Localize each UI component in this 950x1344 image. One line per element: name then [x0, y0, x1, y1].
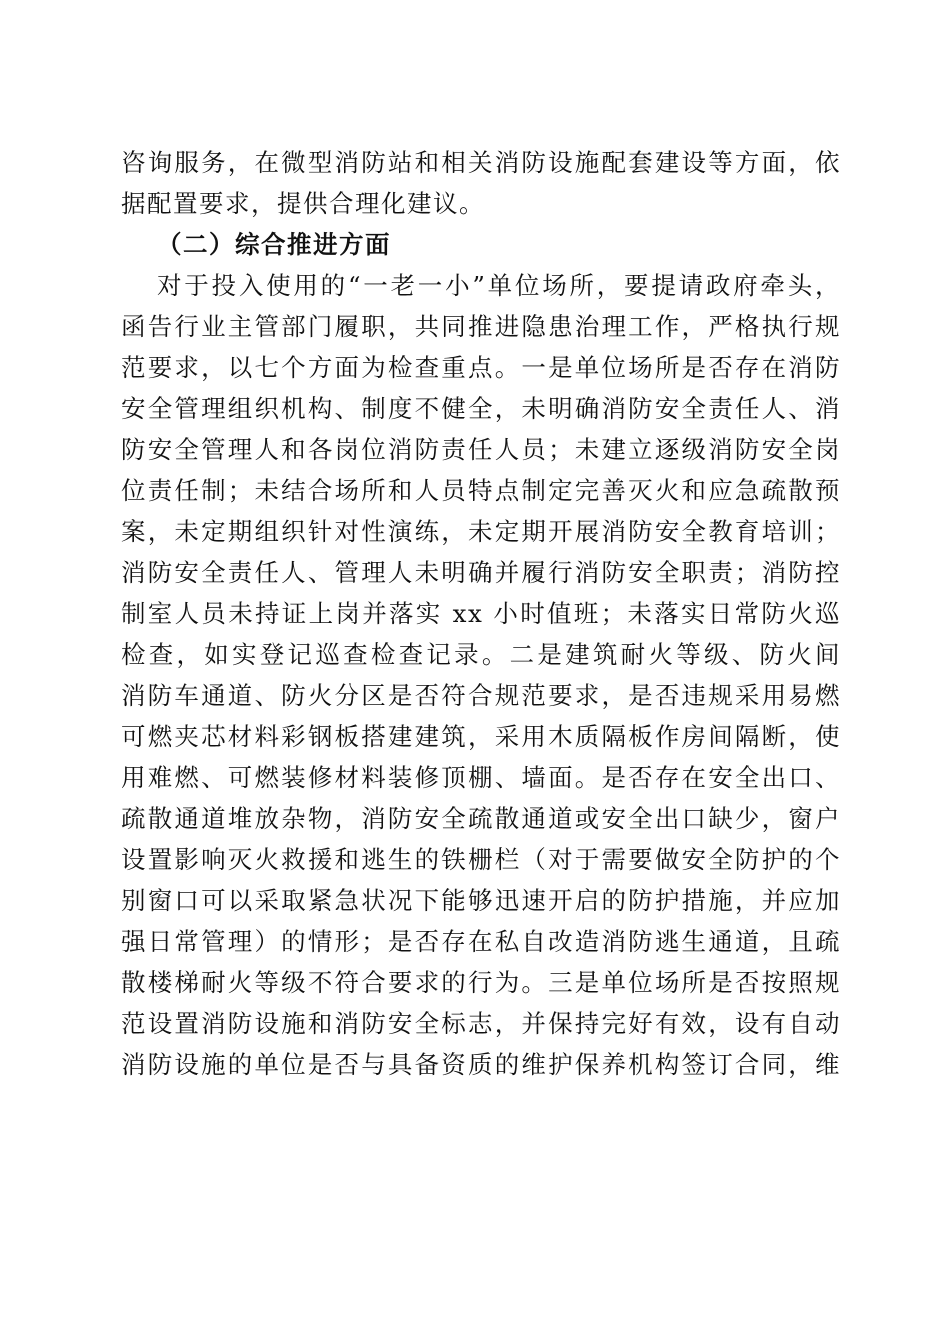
- text-line: 据配置要求，提供合理化建议。: [121, 189, 485, 218]
- text-line: 制室人员未持证上岗并落实 xx 小时值班；未落实日常防火巡: [121, 599, 841, 628]
- text-line: 案，未定期组织针对性演练，未定期开展消防安全教育培训；: [121, 517, 841, 546]
- text-line: 可燃夹芯材料彩钢板搭建建筑，采用木质隔板作房间隔断，使: [121, 722, 841, 751]
- text-line: 位责任制；未结合场所和人员特点制定完善灭火和应急疏散预: [121, 476, 841, 505]
- text-line: 设置影响灭火救援和逃生的铁栅栏（对于需要做安全防护的个: [121, 845, 841, 874]
- text-line: 函告行业主管部门履职，共同推进隐患治理工作，严格执行规: [121, 312, 841, 341]
- text-line: 疏散通道堆放杂物，消防安全疏散通道或安全出口缺少，窗户: [121, 804, 841, 833]
- section-heading: （二）综合推进方面: [157, 230, 391, 259]
- text-line: 用难燃、可燃装修材料装修顶棚、墙面。是否存在安全出口、: [121, 763, 841, 792]
- text-line: 检查，如实登记巡查检查记录。二是建筑耐火等级、防火间: [121, 640, 841, 669]
- text-line: 消防安全责任人、管理人未明确并履行消防安全职责；消防控: [121, 558, 841, 587]
- text-line: 对于投入使用的“一老一小”单位场所，要提请政府牵头，: [157, 271, 841, 300]
- text-line: 防安全管理人和各岗位消防责任人员；未建立逐级消防安全岗: [121, 435, 841, 464]
- text-line: 散楼梯耐火等级不符合要求的行为。三是单位场所是否按照规: [121, 968, 841, 997]
- text-line: 消防设施的单位是否与具备资质的维护保养机构签订合同，维: [121, 1050, 841, 1079]
- text-line: 消防车通道、防火分区是否符合规范要求，是否违规采用易燃: [121, 681, 841, 710]
- body-text: [121, 142, 841, 1085]
- text-line: 范要求，以七个方面为检查重点。一是单位场所是否存在消防: [121, 353, 841, 382]
- text-line: 别窗口可以采取紧急状况下能够迅速开启的防护措施，并应加: [121, 886, 841, 915]
- text-line: 强日常管理）的情形；是否存在私自改造消防逃生通道，且疏: [121, 927, 841, 956]
- text-line: 范设置消防设施和消防安全标志，并保持完好有效，设有自动: [121, 1009, 841, 1038]
- text-line: 安全管理组织机构、制度不健全，未明确消防安全责任人、消: [121, 394, 841, 423]
- text-line: 咨询服务，在微型消防站和相关消防设施配套建设等方面，依: [121, 148, 841, 177]
